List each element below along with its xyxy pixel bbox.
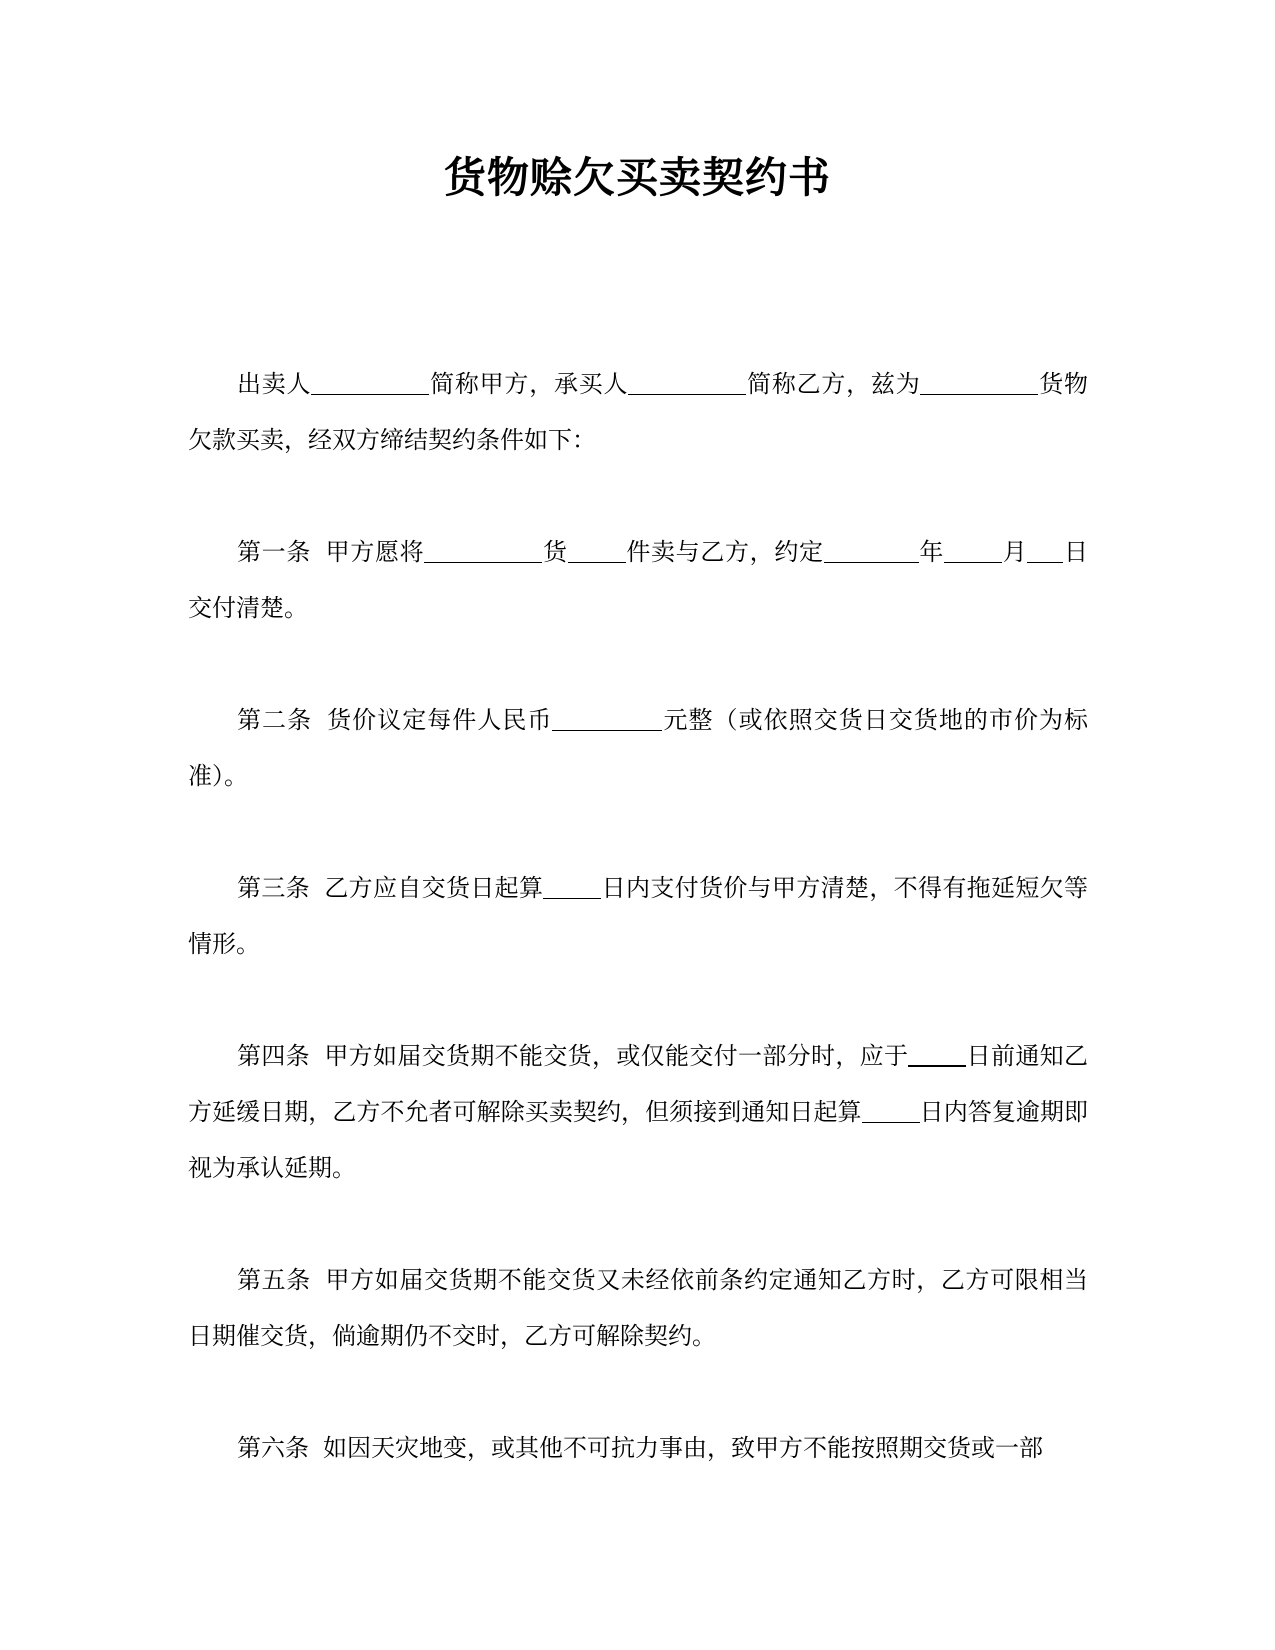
month-blank bbox=[944, 540, 1002, 563]
article-3 bbox=[188, 860, 1088, 972]
document-title: 货物赊欠买卖契约书 bbox=[443, 153, 831, 202]
article-label: 第六条 bbox=[237, 1434, 309, 1462]
article-2 bbox=[188, 692, 1088, 804]
document-body bbox=[188, 356, 1088, 1476]
intro-text: 出卖人 bbox=[237, 370, 312, 398]
article-6 bbox=[188, 1420, 1088, 1476]
intro-text: 货物欠款买卖，经双方缔结契约条件如下： bbox=[188, 370, 1089, 454]
day-blank bbox=[1027, 540, 1063, 563]
notice-days-blank bbox=[908, 1043, 966, 1067]
article-text: 元整（或依照交货日交货地的市价为标准）。 bbox=[188, 706, 1089, 790]
buyer-blank bbox=[628, 372, 746, 395]
article-text: 日交付清楚。 bbox=[188, 538, 1089, 622]
article-label: 第三条 bbox=[237, 874, 310, 902]
goods-name-blank bbox=[424, 540, 542, 563]
article-4 bbox=[188, 1028, 1088, 1196]
article-text: 年 bbox=[918, 538, 945, 566]
reply-days-blank bbox=[862, 1100, 920, 1123]
quantity-blank bbox=[568, 540, 626, 563]
article-1 bbox=[188, 524, 1088, 636]
article-5 bbox=[188, 1252, 1088, 1364]
article-text: 甲方如届交货期不能交货，或仅能交付一部分时，应于 bbox=[324, 1042, 909, 1070]
intro-paragraph bbox=[188, 356, 1088, 468]
goods-blank bbox=[920, 372, 1038, 395]
article-text: 月 bbox=[1002, 538, 1028, 566]
intro-text: 简称乙方，兹为 bbox=[746, 370, 921, 398]
article-text: 乙方应自交货日起算 bbox=[324, 874, 544, 902]
article-label: 第一条 bbox=[237, 538, 311, 566]
payment-days-blank bbox=[543, 876, 601, 899]
article-text: 日内答复逾期即视为承认延期。 bbox=[188, 1098, 1089, 1182]
article-text: 件卖与乙方，约定 bbox=[625, 538, 824, 566]
article-label: 第四条 bbox=[237, 1042, 310, 1070]
intro-text: 简称甲方，承买人 bbox=[429, 370, 629, 398]
article-label: 第五条 bbox=[237, 1266, 311, 1294]
article-text: 如因天灾地变，或其他不可抗力事由，致甲方不能按照期交货或一部 bbox=[323, 1434, 1043, 1462]
price-blank bbox=[552, 708, 662, 731]
article-text: 日前通知乙方延缓日期，乙方不允者可解除买卖契约，但须接到通知日起算 bbox=[188, 1042, 1089, 1126]
article-text: 甲方愿将 bbox=[325, 538, 425, 566]
year-blank bbox=[824, 540, 919, 563]
seller-blank bbox=[311, 372, 429, 395]
article-label: 第二条 bbox=[237, 706, 313, 734]
article-text: 日内支付货价与甲方清楚，不得有拖延短欠等情形。 bbox=[188, 874, 1089, 958]
article-text: 货价议定每件人民币 bbox=[326, 706, 553, 734]
article-text: 甲方如届交货期不能交货又未经依前条约定通知乙方时，乙方可限相当日期催交货，倘逾期仍不交时，乙方可解除契约。 bbox=[188, 1266, 1089, 1350]
article-text: 货 bbox=[542, 538, 568, 566]
